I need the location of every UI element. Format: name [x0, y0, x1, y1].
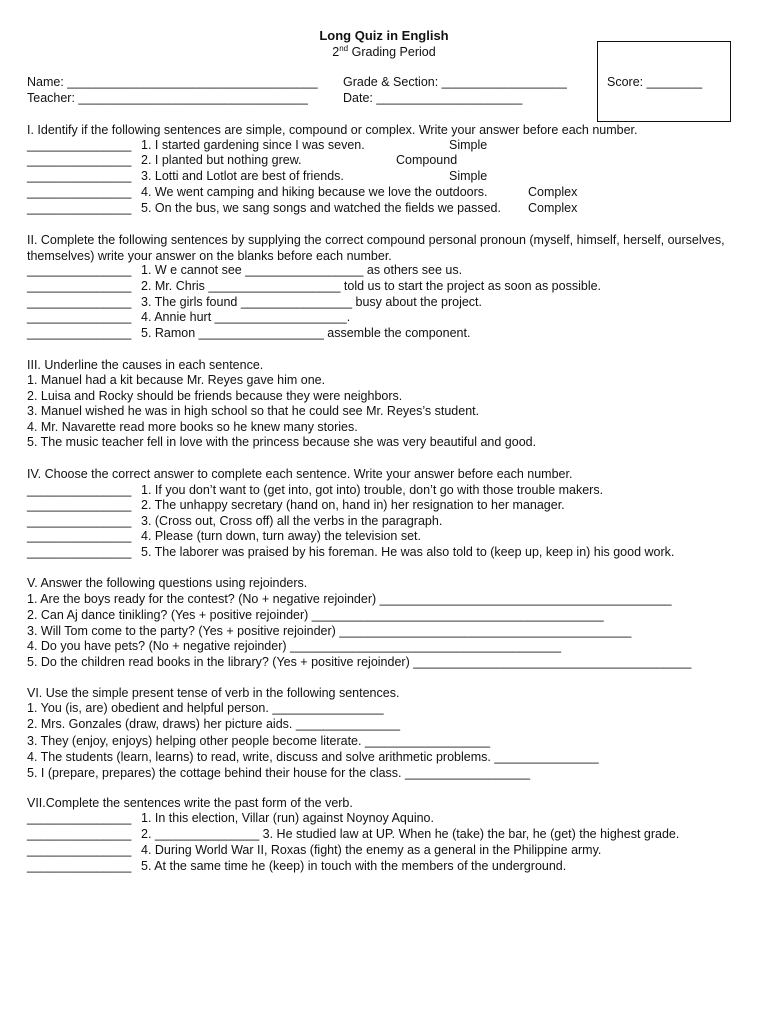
section-1-instruction: I. Identify if the following sentences are simple, compound or complex. Write your answer before each number. [27, 123, 638, 137]
item-text: 2. The unhappy secretary (hand on, hand in) her resignation to her manager. [141, 498, 565, 512]
s5-item-2: 2. Can Aj dance tinikling? (Yes + positive rejoinder) __________________________________________ [27, 608, 604, 622]
item-text: 3. Lotti and Lotlot are best of friends. [141, 169, 344, 183]
s4-item-1 [27, 483, 603, 499]
s2-item-3 [27, 295, 482, 311]
s6-item-1: 1. You (is, are) obedient and helpful person. ________________ [27, 701, 384, 715]
s4-item-4 [27, 529, 421, 545]
subtitle-superscript: nd [339, 44, 349, 53]
item-text: 2. Mr. Chris ___________________ told us to start the project as soon as possible. [141, 279, 602, 293]
item-text: 2. I planted but nothing grew. [141, 153, 302, 167]
s6-item-2: 2. Mrs. Gonzales (draw, draws) her picture aids. _______________ [27, 717, 401, 731]
section-6-instruction: VI. Use the simple present tense of verb in the following sentences. [27, 686, 400, 700]
s7-item-1 [27, 811, 434, 827]
s3-item-3: 3. Manuel wished he was in high school so that he could see Mr. Reyes’s student. [27, 404, 480, 418]
s2-item-5 [27, 326, 470, 342]
s5-item-1: 1. Are the boys ready for the contest? (No + negative rejoinder) __________________________________________ [27, 592, 672, 606]
teacher-field[interactable]: Teacher: _________________________________ [27, 91, 308, 105]
item-text: 5. The laborer was praised by his foreman. He was also told to (keep up, keep in) his good work. [141, 545, 675, 559]
answer-blank[interactable]: _______________ [27, 843, 132, 857]
s1-item-1 [27, 138, 365, 154]
item-text: 4. During World War II, Roxas (fight) the enemy as a general in the Philippine army. [141, 843, 602, 857]
subtitle-number: 2 [332, 45, 340, 60]
score-field[interactable]: Score: ________ [607, 75, 703, 89]
answer-blank[interactable]: _______________ [27, 827, 132, 841]
s2-item-2 [27, 279, 601, 295]
item-text: 4. Please (turn down, turn away) the television set. [141, 529, 422, 543]
s5-item-5: 5. Do the children read books in the library? (Yes + positive rejoinder) ________________________________________ [27, 655, 692, 669]
answer-blank[interactable]: _______________ [27, 859, 132, 873]
s1-answer-2: Compound [396, 153, 458, 167]
item-text: 2. _______________ 3. He studied law at UP. When he (take) the bar, he (get) the highest grade. [141, 827, 680, 841]
s4-item-5 [27, 545, 674, 561]
s2-item-1 [27, 263, 462, 279]
answer-blank[interactable]: _______________ [27, 263, 132, 277]
quiz-title: Long Quiz in English [319, 28, 449, 43]
s3-item-5: 5. The music teacher fell in love with the princess because she was very beautiful and good. [27, 435, 537, 449]
item-text: 1. If you don’t want to (get into, got into) trouble, don’t go with those trouble makers. [141, 483, 604, 497]
item-text: 1. W e cannot see _________________ as others see us. [141, 263, 463, 277]
s1-answer-4: Complex [528, 185, 578, 199]
answer-blank[interactable]: _______________ [27, 201, 132, 215]
s6-item-4: 4. The students (learn, learns) to read, write, discuss and solve arithmetic problems. _______________ [27, 750, 599, 764]
answer-blank[interactable]: _______________ [27, 138, 132, 152]
s7-item-2 [27, 827, 679, 843]
answer-blank[interactable]: _______________ [27, 185, 132, 199]
section-2-instruction: II. Complete the following sentences by supplying the correct compound personal pronoun (myself, himself, herself, ourselves, themselves) write your answer on the blanks before each number. [27, 233, 725, 263]
subtitle-rest: Grading Period [348, 45, 436, 60]
answer-blank[interactable]: _______________ [27, 153, 132, 167]
s1-answer-1: Simple [449, 138, 488, 152]
s7-item-3 [27, 843, 601, 859]
s1-item-4 [27, 185, 488, 201]
answer-blank[interactable]: _______________ [27, 811, 132, 825]
s1-answer-5: Complex [528, 201, 578, 215]
s4-item-3 [27, 514, 442, 530]
s3-item-4: 4. Mr. Navarette read more books so he knew many stories. [27, 420, 358, 434]
section-7-instruction: VII.Complete the sentences write the past form of the verb. [27, 796, 353, 810]
item-text: 4. We went camping and hiking because we love the outdoors. [141, 185, 488, 199]
item-text: 5. Ramon __________________ assemble the component. [141, 326, 471, 340]
answer-blank[interactable]: _______________ [27, 483, 132, 497]
date-field[interactable]: Date: _____________________ [343, 91, 523, 105]
s6-item-3: 3. They (enjoy, enjoys) helping other people become literate. __________________ [27, 734, 491, 748]
answer-blank[interactable]: _______________ [27, 545, 132, 559]
item-text: 4. Annie hurt ___________________. [141, 310, 351, 324]
s1-item-2 [27, 153, 302, 169]
answer-blank[interactable]: _______________ [27, 279, 132, 293]
s4-item-2 [27, 498, 565, 514]
item-text: 5. On the bus, we sang songs and watched the fields we passed. [141, 201, 501, 215]
item-text: 3. (Cross out, Cross off) all the verbs in the paragraph. [141, 514, 443, 528]
s1-answer-3: Simple [449, 169, 488, 183]
section-4-instruction: IV. Choose the correct answer to complete each sentence. Write your answer before each number. [27, 467, 573, 481]
item-text: 3. The girls found ________________ busy about the project. [141, 295, 483, 309]
answer-blank[interactable]: _______________ [27, 169, 132, 183]
section-3-instruction: III. Underline the causes in each sentence. [27, 358, 264, 372]
s1-item-3 [27, 169, 344, 185]
answer-blank[interactable]: _______________ [27, 310, 132, 324]
item-text: 5. At the same time he (keep) in touch with the members of the underground. [141, 859, 567, 873]
s7-item-4 [27, 859, 566, 875]
s5-item-4: 4. Do you have pets? (No + negative rejoinder) _______________________________________ [27, 639, 562, 653]
s3-item-1: 1. Manuel had a kit because Mr. Reyes gave him one. [27, 373, 326, 387]
name-field[interactable]: Name: ____________________________________ [27, 75, 318, 89]
answer-blank[interactable]: _______________ [27, 326, 132, 340]
s3-item-2: 2. Luisa and Rocky should be friends because they were neighbors. [27, 389, 403, 403]
answer-blank[interactable]: _______________ [27, 529, 132, 543]
item-text: 1. I started gardening since I was seven. [141, 138, 365, 152]
answer-blank[interactable]: _______________ [27, 514, 132, 528]
section-5-instruction: V. Answer the following questions using rejoinders. [27, 576, 308, 590]
s6-item-5: 5. I (prepare, prepares) the cottage behind their house for the class. __________________ [27, 766, 531, 780]
s5-item-3: 3. Will Tom come to the party? (Yes + positive rejoinder) __________________________________________ [27, 624, 632, 638]
answer-blank[interactable]: _______________ [27, 498, 132, 512]
item-text: 1. In this election, Villar (run) against Noynoy Aquino. [141, 811, 434, 825]
answer-blank[interactable]: _______________ [27, 295, 132, 309]
s2-item-4 [27, 310, 350, 326]
s1-item-5 [27, 201, 501, 217]
grade-section-field[interactable]: Grade & Section: __________________ [343, 75, 567, 89]
